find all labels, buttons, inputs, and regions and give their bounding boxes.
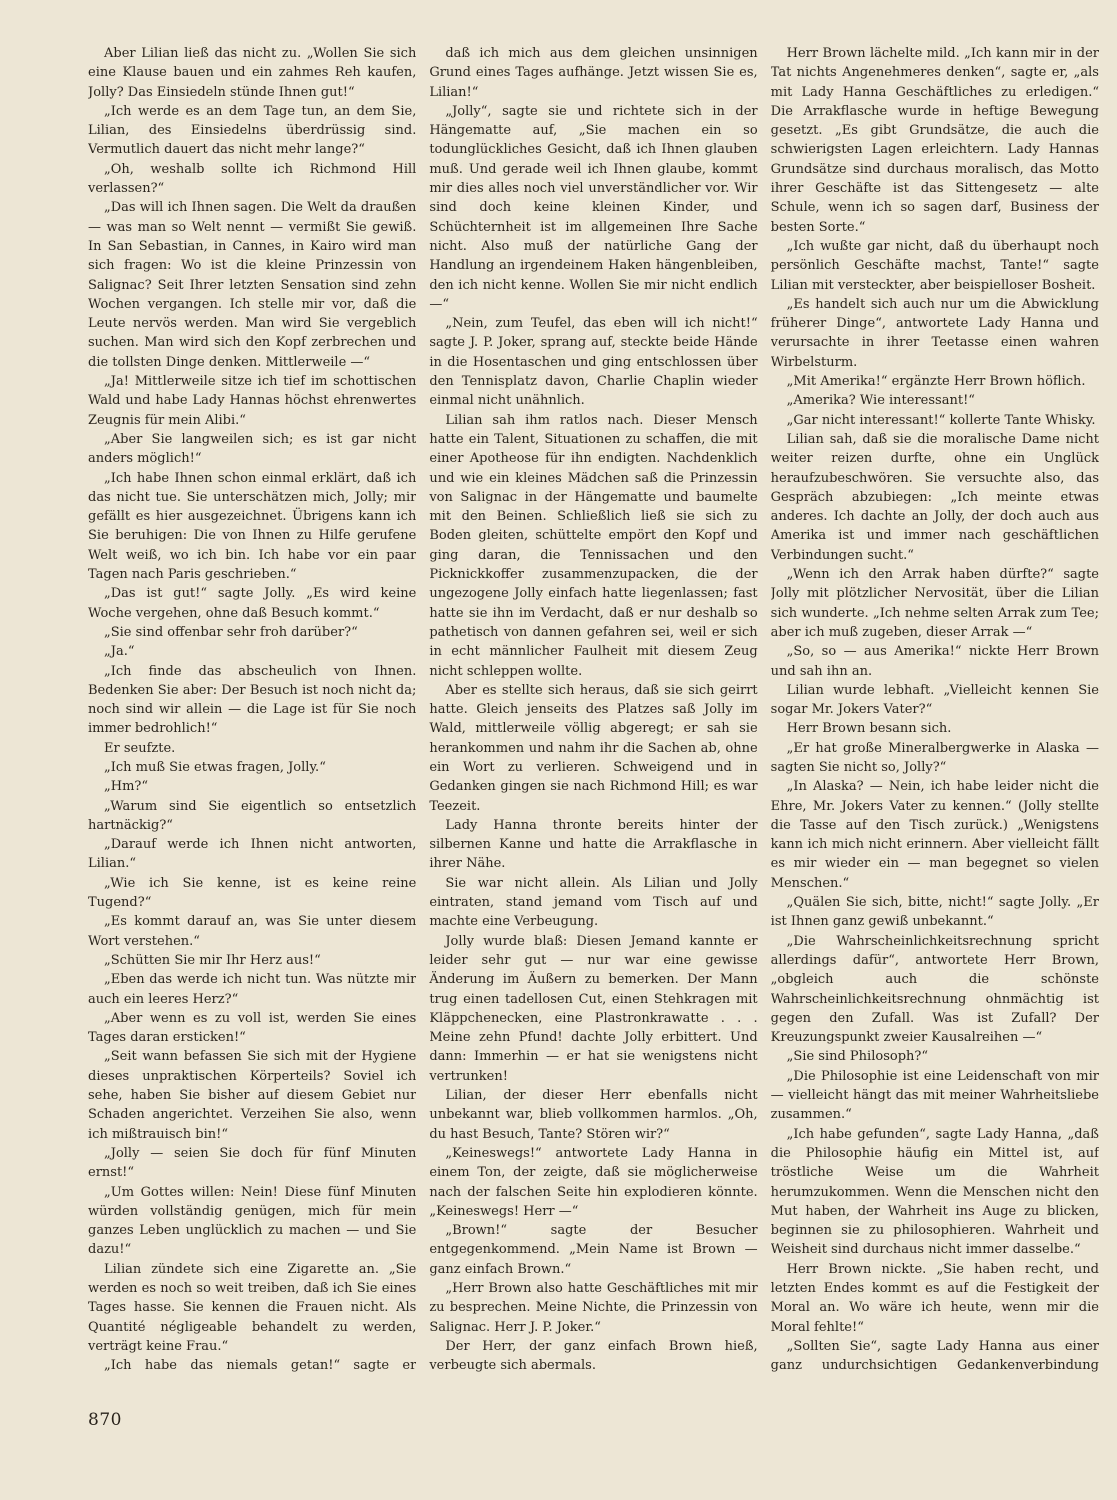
column-left [88, 44, 416, 1374]
paragraph: „Wenn ich den Arrak haben dürfte?“ sagte Jolly mit plötzlicher Nervosität, über die Lilian sich wunderte. „Ich nehme selten Arrak zum Tee; aber ich muß zugeben, dieser Arrak —“ [770, 567, 1099, 640]
paragraph: „Die Philosophie ist eine Leidenschaft von mir — vielleicht hängt das mit meiner Wahrheitsliebe zusammen.“ [770, 1068, 1099, 1123]
paragraph: Er seufzte. [104, 740, 176, 756]
paragraph: „Ich habe gefunden“, sagte Lady Hanna, „daß die Philosophie häufig ein Mittel ist, auf tröstliche Weise um die Wahrheit herumzukommen. Wenn die Menschen nicht den Mut haben, der Wahrheit ins Auge zu blicken, beginnen sie zu philosophieren. Wahrheit und Weisheit sind durchaus nicht immer dasselbe.“ [770, 1126, 1099, 1258]
paragraph: daß ich mich aus dem gleichen unsinnigen Grund eines Tages aufhänge. Jetzt wissen Sie es, Lilian!“ [429, 46, 758, 100]
paragraph: „Ich habe das niemals getan!“ sagte er [104, 1358, 417, 1374]
paragraph: „Es kommt darauf an, was Sie unter diesem Wort verstehen.“ [88, 914, 417, 949]
paragraph: Herr Brown lächelte mild. „Ich kann mir in der Tat nichts Angenehmeres denken“, sagte er, „als mit Lady Hanna Geschäftliches zu erledigen.“ Die Arrakflasche wurde in heftige Bewegung gesetzt. „Es gibt Grundsätze, die auch die schwierigsten Lagen erleichtern. Lady Hannas Grundsätze sind durchaus moralisch, das Motto ihrer Geschäfte ist das Sittengesetz — alte Schule, wenn ich so sagen darf, Business der besten Sorte.“ [770, 46, 1099, 235]
paragraph: Aber es stellte sich heraus, daß sie sich geirrt hatte. Gleich jenseits des Platzes saß Jolly im Wald, mittlerweile völlig abgeregt; er sah sie herankommen und nahm ihr die Sachen ab, ohne ein Wort zu verlieren. Schweigend und in Gedanken gingen sie nach Richmond Hill; es war Teezeit. [429, 682, 758, 814]
paragraph: Aber Lilian ließ das nicht zu. „Wollen Sie sich eine Klause bauen und ein zahmes Reh kaufen, Jolly? Das Einsiedeln stünde Ihnen gut!“ [88, 46, 417, 100]
paragraph: „Ja! Mittlerweile sitze ich tief im schottischen Wald und habe Lady Hannas höchst ehrenwertes Zeugnis für mein Alibi.“ [88, 374, 417, 428]
paragraph: „Warum sind Sie eigentlich so entsetzlich hartnäckig?“ [88, 798, 417, 833]
paragraph: „So, so — aus Amerika!“ nickte Herr Brown und sah ihn an. [770, 644, 1099, 679]
page-number: 870 [88, 1410, 122, 1430]
paragraph: „Eben das werde ich nicht tun. Was nützte mir auch ein leeres Herz?“ [88, 972, 417, 1007]
paragraph: „Jolly — seien Sie doch für fünf Minuten ernst!“ [88, 1145, 417, 1181]
paragraph: „Wie ich Sie kenne, ist es keine reine Tugend?“ [88, 875, 417, 911]
text-columns [88, 44, 1099, 1374]
paragraph: „Das will ich Ihnen sagen. Die Welt da draußen — was man so Welt nennt — vermißt Sie gewiß. In San Sebastian, in Cannes, in Kairo wird man sich fragen: Wo ist die kleine Prinzessin von Salignac? Seit Ihrer letzten Sensation sind zehn Wochen vergangen. Ich stelle mir vor, daß die Leute nervös werden. Man wird Sie vergeblich suchen. Man wird sich den Kopf zerbrechen und die tollsten Dinge denken. Mittlerweile —“ [88, 200, 417, 370]
paragraph: Lady Hanna thronte bereits hinter der silbernen Kanne und hatte die Arrakflasche in ihrer Nähe. [429, 817, 758, 872]
paragraph: „Sie sind offenbar sehr froh darüber?“ [104, 624, 358, 640]
paragraph: „Seit wann befassen Sie sich mit der Hygiene dieses unpraktischen Körperteils? Soviel ich sehe, haben Sie bisher auf diesem Gebiet nur Schaden angerichtet. Verzeihen Sie also, wenn ich mißtrauisch bin!“ [88, 1049, 417, 1142]
paragraph: „Amerika? Wie interessant!“ [786, 393, 975, 409]
paragraph: „In Alaska? — Nein, ich habe leider nicht die Ehre, Mr. Jokers Vater zu kennen.“ (Jolly stellte die Tasse auf den Tisch zurück.) „Wenigstens kann ich mich nicht erinnern. Aber vielleicht fällt es mir wieder ein — man begegnet so vielen Menschen.“ [770, 779, 1099, 891]
paragraph: Lilian zündete sich eine Zigarette an. „Sie werden es noch so weit treiben, daß ich Sie eines Tages hasse. Sie kennen die Frauen nicht. Als Quantité négligeable behandelt zu werden, verträgt keine Frau.“ [88, 1261, 417, 1354]
paragraph: „Jolly“, sagte sie und richtete sich in der Hängematte auf, „Sie machen ein so todunglückliches Gesicht, daß ich Ihnen glauben muß. Und gerade weil ich Ihnen glaube, kommt mir dies alles noch viel unverständlicher vor. Wir sind doch keine kleinen Kinder, und Schüchternheit ist im allgemeinen Ihre Sache nicht. Also muß der natürliche Gang der Handlung an irgendeinem Haken hängenbleiben, den ich nicht kenne. Wollen Sie mir nicht endlich —“ [429, 103, 758, 312]
paragraph: „Ich wußte gar nicht, daß du überhaupt noch persönlich Geschäfte machst, Tante!“ sagte Lilian mit versteckter, aber beispielloser Bosheit. [770, 238, 1099, 293]
paragraph: Lilian, der dieser Herr ebenfalls nicht unbekannt war, blieb vollkommen harmlos. „Oh, du hast Besuch, Tante? Stören wir?“ [429, 1088, 758, 1142]
paragraph: „Die Wahrscheinlichkeitsrechnung spricht allerdings dafür“, antwortete Herr Brown, „obgleich auch die schönste Wahrscheinlichkeitsrechnung ohnmächtig ist gegen den Zufall. Was ist Zufall? Der Kreuzungspunkt zweier Kausalreihen —“ [770, 933, 1099, 1046]
paragraph: „Herr Brown also hatte Geschäftliches mit mir zu besprechen. Meine Nichte, die Prinzessin von Salignac. Herr J. P. Joker.“ [429, 1281, 758, 1335]
column-middle [429, 44, 757, 1374]
paragraph: „Aber Sie langweilen sich; es ist gar nicht anders möglich!“ [88, 431, 417, 467]
paragraph: „Aber wenn es zu voll ist, werden Sie eines Tages daran ersticken!“ [88, 1010, 417, 1046]
paragraph: Herr Brown besann sich. [786, 721, 952, 737]
paragraph: „Mit Amerika!“ ergänzte Herr Brown höflich. [786, 374, 1086, 390]
paragraph: „Es handelt sich auch nur um die Abwicklung früherer Dinge“, antwortete Lady Hanna und verursachte in ihrer Teetasse einen wahren Wirbelsturm. [770, 296, 1099, 370]
paragraph: „Hm?“ [104, 779, 149, 795]
paragraph: „Nein, zum Teufel, das eben will ich nicht!“ sagte J. P. Joker, sprang auf, steckte beide Hände in die Hosentaschen und ging entschlossen über den Tennisplatz davon, Charlie Chaplin wieder einmal nicht unähnlich. [429, 316, 758, 409]
paragraph: „Brown!“ sagte der Besucher entgegenkommend. „Mein Name ist Brown — ganz einfach Brown.“ [429, 1223, 758, 1277]
paragraph: „Ich habe Ihnen schon einmal erklärt, daß ich das nicht tue. Sie unterschätzen mich, Jolly; mir gefällt es hier ausgezeichnet. Übrigens kann ich Sie beruhigen: Die von Ihnen zu Hilfe gerufene Welt weiß, wo ich bin. Ich habe vor ein paar Tagen nach Paris geschrieben.“ [88, 470, 417, 583]
paragraph: „Quälen Sie sich, bitte, nicht!“ sagte Jolly. „Er ist Ihnen ganz gewiß unbekannt.“ [770, 895, 1099, 930]
paragraph: „Ich werde es an dem Tage tun, an dem Sie, Lilian, des Einsiedelns überdrüssig sind. Vermutlich dauert das nicht mehr lange?“ [88, 103, 417, 158]
paragraph: Herr Brown nickte. „Sie haben recht, und letzten Endes kommt es auf die Festigkeit der Moral an. Wo wäre ich heute, wenn mir die Moral fehlte!“ [770, 1261, 1099, 1335]
paragraph: „Ja.“ [104, 644, 135, 660]
paragraph: Sie war nicht allein. Als Lilian und Jolly eintraten, stand jemand vom Tisch auf und machte eine Verbeugung. [429, 875, 758, 930]
paragraph: „Oh, weshalb sollte ich Richmond Hill verlassen?“ [88, 161, 417, 197]
paragraph: „Gar nicht interessant!“ kollerte Tante Whisky. [786, 412, 1096, 428]
paragraph: „Das ist gut!“ sagte Jolly. „Es wird keine Woche vergehen, ohne daß Besuch kommt.“ [88, 586, 417, 621]
paragraph: „Ich finde das abscheulich von Ihnen. Bedenken Sie aber: Der Besuch ist noch nicht da; noch sind wir allein — die Lage ist für Sie noch immer bedrohlich!“ [88, 663, 417, 737]
paragraph: „Er hat große Mineralbergwerke in Alaska — sagten Sie nicht so, Jolly?“ [770, 740, 1099, 775]
paragraph: „Sollten Sie“, sagte Lady Hanna aus einer ganz undurchsichtigen Gedankenverbindung [770, 1338, 1099, 1374]
paragraph: „Um Gottes willen: Nein! Diese fünf Minuten würden vollständig genügen, mich für mein ganzes Leben unglücklich zu machen — und Sie dazu!“ [88, 1184, 417, 1258]
paragraph: Lilian sah ihm ratlos nach. Dieser Mensch hatte ein Talent, Situationen zu schaffen, die mit einer Apotheose für ihn endigten. Nachdenklich und wie ein kleines Mädchen saß die Prinzessin von Salignac in der Hängematte und baumelte mit den Beinen. Schließlich ließ sie sich zu Boden gleiten, schüttelte empört den Kopf und ging daran, die Tennissachen und den Picknickkoffer zusammenzupacken, die der ungezogene Jolly einfach hatte liegenlassen; fast hatte sie ihn im Verdacht, daß er nur deshalb so pathetisch von dannen gefahren sei, weil er sich in echt männlicher Faulheit mit diesem Zeug nicht schleppen wollte. [429, 412, 758, 679]
column-right [771, 44, 1099, 1374]
paragraph: Lilian sah, daß sie die moralische Dame nicht weiter reizen durfte, ohne ein Unglück heraufzubeschwören. Sie versuchte also, das Gespräch abzubiegen: „Ich meinte etwas anderes. Ich dachte an Jolly, der doch auch aus Amerika ist und immer nach geschäftlichen Verbindungen sucht.“ [770, 431, 1099, 563]
paragraph: „Ich muß Sie etwas fragen, Jolly.“ [104, 759, 326, 775]
paragraph: „Keineswegs!“ antwortete Lady Hanna in einem Ton, der zeigte, daß sie möglicherweise nach der falschen Seite hin explodieren könnte. „Keineswegs! Herr —“ [429, 1145, 758, 1219]
paragraph: Jolly wurde blaß: Diesen Jemand kannte er leider sehr gut — nur war eine gewisse Änderung im Äußern zu bemerken. Der Mann trug einen tadellosen Cut, einen Stehkragen mit Kläppchenecken, eine Plastronkrawatte . . . Meine zehn Pfund! dachte Jolly erbittert. Und dann: Immerhin — er hat sie wenigstens nicht vertrunken! [429, 933, 758, 1084]
paragraph: „Sie sind Philosoph?“ [786, 1049, 929, 1065]
paragraph: Der Herr, der ganz einfach Brown hieß, verbeugte sich abermals. [429, 1338, 758, 1374]
paragraph: „Darauf werde ich Ihnen nicht antworten, Lilian.“ [88, 837, 417, 872]
paragraph: „Schütten Sie mir Ihr Herz aus!“ [104, 952, 321, 968]
paragraph: Lilian wurde lebhaft. „Vielleicht kennen Sie sogar Mr. Jokers Vater?“ [770, 682, 1099, 718]
